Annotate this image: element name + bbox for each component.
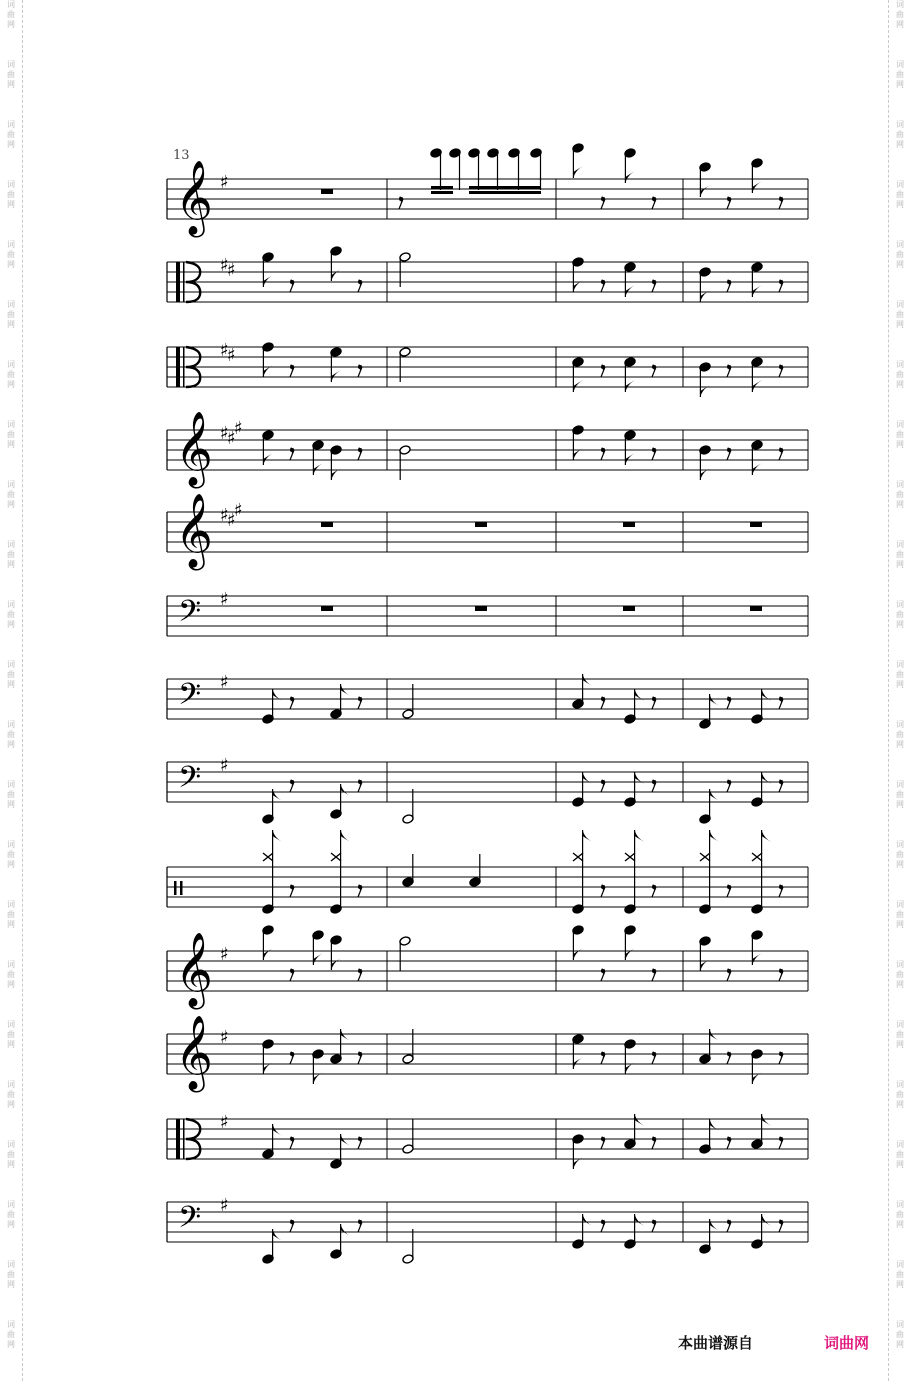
note-flag [700, 185, 710, 197]
percussion-clef [174, 881, 177, 895]
note-flag [762, 1114, 772, 1126]
bass-clef: 𝄢 [178, 678, 202, 719]
footer-source-label: 本曲谱源自 [678, 1334, 754, 1352]
whole-rest [475, 522, 487, 527]
alto-clef [176, 1119, 180, 1159]
note-flag [573, 166, 583, 178]
note-flag [273, 1124, 283, 1136]
note-flag [710, 1029, 720, 1041]
bass-clef: 𝄢 [178, 1201, 202, 1242]
key-sharp: ♯ [220, 672, 229, 693]
alto-clef [176, 262, 180, 302]
note-flag [583, 1214, 593, 1226]
whole-rest [321, 606, 333, 611]
x-notehead [331, 853, 341, 861]
note-flag [273, 789, 283, 801]
alto-clef [183, 347, 185, 387]
note-flag [341, 684, 351, 696]
whole-rest [623, 606, 635, 611]
whole-rest [750, 522, 762, 527]
whole-rest [321, 522, 333, 527]
note-flag [752, 463, 762, 475]
alto-clef [176, 347, 180, 387]
bass-clef: 𝄢 [178, 595, 202, 636]
whole-rest [750, 606, 762, 611]
bass-clef: 𝄢 [178, 761, 202, 802]
note-flag [752, 285, 762, 297]
x-notehead [625, 853, 635, 861]
note-flag [583, 830, 593, 842]
note-flag [625, 948, 635, 960]
treble-clef: 𝄞 [175, 1016, 213, 1090]
note-flag [625, 380, 635, 392]
x-notehead [752, 853, 762, 861]
key-sharp: ♯ [227, 510, 236, 531]
key-sharp: ♯ [220, 755, 229, 776]
note-flag [341, 1134, 351, 1146]
watermark-text-left: 词 曲 网 词 曲 网 词 曲 网 词 曲 网 词 曲 网 词 曲 网 词 曲 网 词 曲 网 词 曲 网 词 曲 网 词 曲 网 词 曲 网 词 曲 网 词 曲 网 词 曲 网 词 曲 网 词 曲 网 词 曲 网 词 曲 网 词 曲 网 词 曲 网 词 曲 网 词 曲 网 [7, 0, 15, 1349]
note-flag [635, 1114, 645, 1126]
note-flag [762, 1214, 772, 1226]
key-sharp: ♯ [220, 1027, 229, 1048]
key-sharp: ♯ [227, 428, 236, 449]
percussion-clef [180, 881, 183, 895]
key-sharp: ♯ [220, 255, 229, 276]
treble-clef: 𝄞 [175, 161, 213, 235]
whole-rest [321, 189, 333, 194]
key-sharp: ♯ [220, 340, 229, 361]
watermark-text-right: 词 曲 网 词 曲 网 词 曲 网 词 曲 网 词 曲 网 词 曲 网 词 曲 网 词 曲 网 词 曲 网 词 曲 网 词 曲 网 词 曲 网 词 曲 网 词 曲 网 词 曲 网 词 曲 网 词 曲 网 词 曲 网 词 曲 网 词 曲 网 词 曲 网 词 曲 网 词 曲 网 [896, 0, 904, 1349]
note-flag [752, 380, 762, 392]
note-flag [273, 830, 283, 842]
note-flag [341, 1029, 351, 1041]
note-flag [331, 958, 341, 970]
note-flag [635, 830, 645, 842]
key-sharp: ♯ [220, 1112, 229, 1133]
x-notehead [263, 853, 273, 861]
treble-clef: 𝄞 [175, 933, 213, 1007]
note-flag [625, 453, 635, 465]
x-notehead [700, 853, 710, 861]
key-sharp: ♯ [234, 500, 243, 521]
whole-rest [475, 606, 487, 611]
key-sharp: ♯ [220, 1195, 229, 1216]
alto-clef [183, 262, 185, 302]
note-flag [752, 953, 762, 965]
note-flag [710, 789, 720, 801]
footer-brand-link[interactable]: 词曲网 [824, 1334, 870, 1352]
note-flag [263, 948, 273, 960]
note-flag [752, 181, 762, 193]
whole-rest [623, 522, 635, 527]
key-sharp: ♯ [227, 345, 236, 366]
key-sharp: ♯ [234, 418, 243, 439]
note-flag [710, 830, 720, 842]
note-flag [583, 674, 593, 686]
note-flag [263, 453, 273, 465]
note-flag [313, 463, 323, 475]
measure-number: 13 [173, 148, 190, 163]
note-flag [635, 1214, 645, 1226]
note-flag [762, 830, 772, 842]
note-flag [710, 694, 720, 706]
key-sharp: ♯ [220, 172, 229, 193]
note-flag [573, 380, 583, 392]
note-flag [341, 830, 351, 842]
treble-clef: 𝄞 [175, 494, 213, 568]
beam [431, 191, 453, 194]
key-sharp: ♯ [220, 505, 229, 526]
note-flag [625, 171, 635, 183]
note-flag [625, 285, 635, 297]
alto-clef [183, 1119, 185, 1159]
note-flag [331, 269, 341, 281]
note-flag [313, 953, 323, 965]
treble-clef: 𝄞 [175, 412, 213, 486]
note-flag [273, 1229, 283, 1241]
key-sharp: ♯ [220, 589, 229, 610]
key-sharp: ♯ [227, 260, 236, 281]
x-notehead [573, 853, 583, 861]
key-sharp: ♯ [220, 423, 229, 444]
note-flag [341, 1224, 351, 1236]
note-flag [710, 1219, 720, 1231]
note-flag [263, 275, 273, 287]
note-flag [331, 370, 341, 382]
note-flag [573, 948, 583, 960]
note-flag [573, 1057, 583, 1069]
beam [431, 186, 453, 189]
note-flag [341, 784, 351, 796]
key-sharp: ♯ [220, 944, 229, 965]
beam [469, 186, 541, 189]
beam [469, 191, 541, 194]
